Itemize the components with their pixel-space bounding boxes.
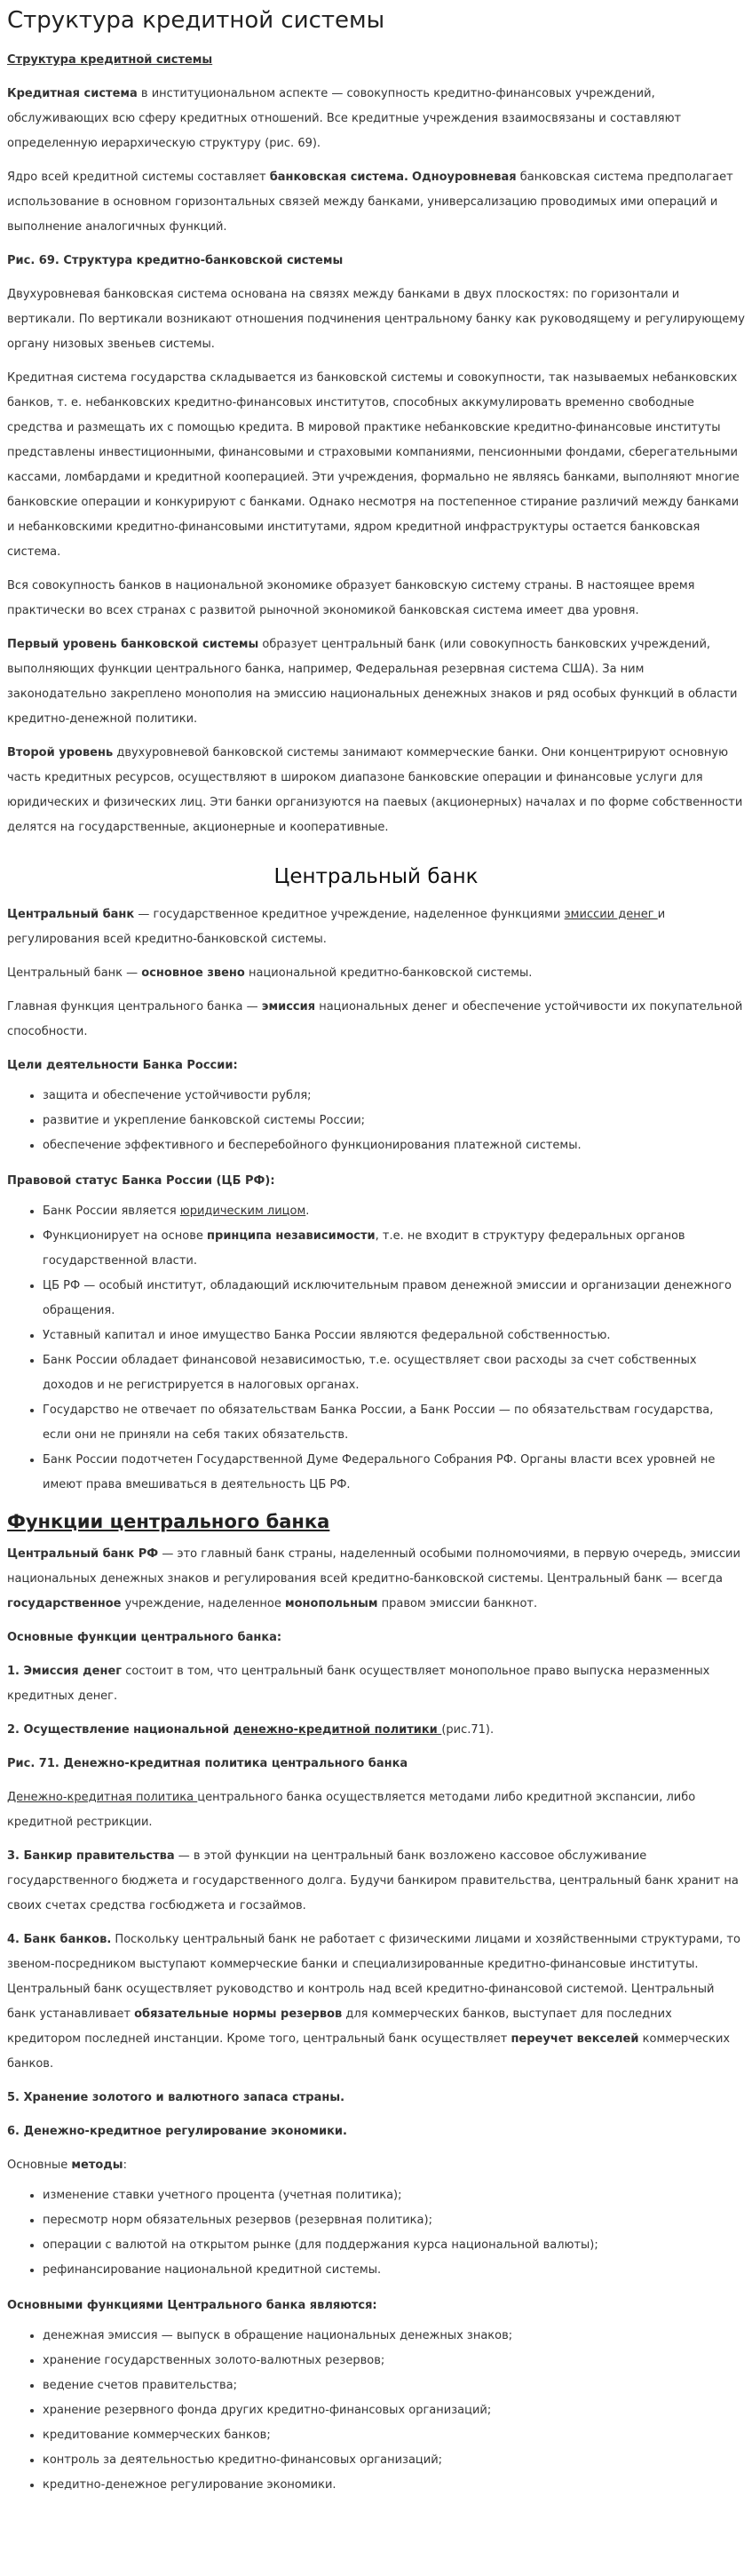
cb-functions-heading: Основными функциями Центрального банка являются: — [7, 2299, 377, 2312]
text: — государственное кредитное учреждение, наделенное функциями — [134, 908, 565, 921]
text: учреждение, наделенное — [121, 1597, 285, 1610]
list-item — [43, 1199, 745, 1224]
paragraph-two-level: Двухуровневая банковская система основана на связях между банками в двух плоскостях: по горизонтали и вертикали. По вертикали возникают отношения подчинения центральному банку как руководящему и регулирующему органу низовых звеньев системы. — [7, 288, 745, 351]
paragraph-cb-definition — [7, 902, 745, 952]
term-main-link: основное звено — [141, 966, 245, 980]
main-functions-heading: Основные функции центрального банка: — [7, 1631, 282, 1644]
function-4-title: 4. Банк банков. — [7, 1933, 112, 1946]
text: — в этой функции на центральный банк возложено кассовое обслуживание государственного бюджета и государственного долга. Будучи банкиром правительства, центральный банк хранит на своих счетах средства госбюджета и госзаймов. — [7, 1849, 739, 1912]
term-single-level: Одноуровневая — [412, 171, 517, 184]
function-1 — [7, 1659, 745, 1709]
paragraph-state-credit: Кредитная система государства складывается из банковской системы и совокупности, так называемых небанковских банков, т. е. небанковских кредитно-финансовых институтов, способных аккумулировать временно свободные средства и размещать их с помощью кредита. В мировой практике небанковские кредитно-финансовые институты представлены инвестиционными, финансовыми и страховыми компаниями, пенсионными фондами, сберегательными кассами, ломбардами и кредитной кооперацией. Эти учреждения, формально не являясь банками, выполняют многие банковские операции и конкурируют с банками. Однако несмотря на постепенное стирание различий между банками и небанковскими кредитно-финансовыми институтами, ядром кредитной инфраструктуры остается банковская система. — [7, 371, 740, 559]
term-bill-rediscount: переучет векселей — [511, 2032, 639, 2046]
term-reserve-norms: обязательные нормы резервов — [134, 2008, 343, 2021]
text: Ядро всей кредитной системы составляет — [7, 171, 270, 184]
legal-entity-link[interactable]: юридическим лицом — [179, 1205, 306, 1218]
list-item: • защита и обеспечение устойчивости рубля; — [43, 1084, 745, 1109]
text: и регулирования всей кредитно-банковской системы. — [7, 908, 666, 946]
list-item: • операции с валютой на открытом рынке (для поддержания курса национальной валюты); — [43, 2233, 745, 2258]
term-banking-system: банковская система. — [269, 171, 408, 184]
methods-list — [7, 2183, 745, 2283]
paragraph-credit-system — [7, 82, 745, 156]
monetary-policy-term-link[interactable]: Денежно-кредитная политика — [7, 1791, 198, 1804]
function-3-title: 3. Банкир правительства — [7, 1849, 175, 1863]
figure-69-caption: Рис. 69. Структура кредитно-банковской системы — [7, 254, 344, 267]
methods-heading — [7, 2153, 745, 2178]
list-item: • кредитно-денежное регулирование экономики. — [43, 2473, 745, 2498]
list-item: • изменение ставки учетного процента (учетная политика); — [43, 2183, 745, 2208]
paragraph-monetary-policy — [7, 1785, 745, 1835]
text: Главная функция центрального банка — — [7, 1000, 262, 1014]
term-emission: эмиссия — [261, 1000, 316, 1014]
text: . — [305, 1205, 310, 1218]
page-title: Структура кредитной системы — [7, 7, 385, 34]
term-monopoly: монопольным — [285, 1597, 378, 1610]
money-emission-link[interactable]: эмиссии денег — [564, 908, 658, 921]
function-1-title: 1. Эмиссия денег — [7, 1665, 123, 1678]
text: двухуровневой банковской системы занимают коммерческие банки. Они концентрируют основную часть кредитных ресурсов, осуществляют в широком диапазоне банковские операции и финансовые услуги для юридических и физических лиц. Эти банки организуются на паевых (акционерных) началах и по форме собственности делятся на государственные, акционерные и кооперативные. — [7, 746, 743, 834]
term-state: государственное — [7, 1597, 122, 1610]
central-bank-heading: Центральный банк — [273, 865, 479, 888]
text: Центральный банк — — [7, 966, 142, 980]
term-methods: методы — [71, 2159, 123, 2172]
function-5: 5. Хранение золотого и валютного запаса страны. — [7, 2091, 345, 2104]
paragraph-second-level — [7, 741, 745, 840]
figure-71-caption: Рис. 71. Денежно-кредитная политика центрального банка — [7, 1757, 408, 1770]
text: Основные — [7, 2159, 72, 2172]
list-item: • Банк России подотчетен Государственной Думе Федерального Собрания РФ. Органы власти всех уровней не имеют права вмешиваться в деятельность ЦБ РФ. — [43, 1448, 745, 1498]
list-item — [43, 1224, 745, 1274]
section-subtitle: Структура кредитной системы — [7, 53, 213, 67]
term-cb-rf: Центральный банк РФ — [7, 1547, 159, 1561]
function-2 — [7, 1718, 745, 1743]
legal-status-heading: Правовой статус Банка России (ЦБ РФ): — [7, 1174, 275, 1188]
text: национальной кредитно-банковской системы. — [244, 966, 533, 980]
list-item: • ЦБ РФ — особый институт, обладающий исключительным правом денежной эмиссии и организации денежного обращения. — [43, 1274, 745, 1324]
function-4 — [7, 1928, 745, 2077]
list-item: • Банк России обладает финансовой независимостью, т.е. осуществляет свои расходы за счет собственных доходов и не регистрируется в налоговых органах. — [43, 1348, 745, 1398]
text: — это главный банк страны, наделенный особыми полномочиями, в первую очередь, эмиссии национальных денежных знаков и регулирования всей кредитно-банковской системы. Центральный банк — всегда — [7, 1547, 740, 1586]
list-item: • кредитование коммерческих банков; — [43, 2423, 745, 2448]
list-item: • пересмотр норм обязательных резервов (резервная политика); — [43, 2208, 745, 2233]
goals-list — [7, 1084, 745, 1158]
term-credit-system: Кредитная система — [7, 87, 138, 100]
goals-heading: Цели деятельности Банка России: — [7, 1059, 238, 1072]
list-item: • Уставный капитал и иное имущество Банка России являются федеральной собственностью. — [43, 1324, 745, 1348]
list-item: • хранение государственных золото-валютных резервов; — [43, 2349, 745, 2373]
legal-status-list — [7, 1199, 745, 1498]
paragraph-cb-rf — [7, 1542, 745, 1617]
list-item: • денежная эмиссия — выпуск в обращение национальных денежных знаков; — [43, 2324, 745, 2349]
function-2-title: 2. Осуществление национальной — [7, 1723, 234, 1737]
list-item: • хранение резервного фонда других кредитно-финансовых организаций; — [43, 2398, 745, 2423]
text: Банк России является — [43, 1205, 180, 1218]
text: коммерческих банков. — [7, 2032, 731, 2071]
text: состоит в том, что центральный банк осуществляет монопольное право выпуска неразменных кредитных денег. — [7, 1665, 710, 1703]
text: центрального банка осуществляется методами либо кредитной экспансии, либо кредитной рестрикции. — [7, 1791, 696, 1829]
list-item: • развитие и укрепление банковской системы России; — [43, 1109, 745, 1133]
paragraph-aggregate: Вся совокупность банков в национальной экономике образует банковскую систему страны. В настоящее время практически во всех странах с развитой рыночной экономикой банковская система имеет два уровня. — [7, 579, 695, 617]
list-item: • Государство не отвечает по обязательствам Банка России, а Банк России — по обязательствам государства, если они не приняли на себя таких обязательств. — [43, 1398, 745, 1448]
cb-functions-list — [7, 2324, 745, 2498]
term-first-level: Первый уровень банковской системы — [7, 638, 259, 651]
paragraph-cb-main-link — [7, 961, 745, 986]
list-item: • контроль за деятельностью кредитно-финансовых организаций; — [43, 2448, 745, 2473]
text: : — [123, 2159, 127, 2172]
term-central-bank: Центральный банк — [7, 908, 135, 921]
text: (рис.71). — [441, 1723, 495, 1737]
functions-heading: Функции центрального банка — [7, 1511, 330, 1532]
text: банковская система предполагает использование в основном горизонтальных связей между банками, универсализацию проводимых ими операций и выполнение аналогичных функций. — [7, 171, 733, 234]
text: Функционирует на основе — [43, 1229, 208, 1243]
term-independence: принципа независимости — [207, 1229, 376, 1243]
text: в институциональном аспекте — совокупность кредитно-финансовых учреждений, обслуживающих всю сферу кредитных отношений. Все кредитные учреждения взаимосвязаны и составляют определенную иерархическую структуру (рис. 69). — [7, 87, 682, 150]
function-3 — [7, 1844, 745, 1919]
monetary-policy-link[interactable]: денежно-кредитной политики — [233, 1723, 442, 1737]
text: , т.е. не входит в структуру федеральных органов государственной власти. — [43, 1229, 685, 1268]
text: правом эмиссии банкнот. — [377, 1597, 538, 1610]
term-second-level: Второй уровень — [7, 746, 114, 759]
article — [0, 5, 752, 2498]
text: национальных денег и обеспечение устойчивости их покупательной способности. — [7, 1000, 743, 1038]
function-6: 6. Денежно-кредитное регулирование экономики. — [7, 2125, 347, 2138]
paragraph-cb-main-function — [7, 995, 745, 1045]
paragraph-core — [7, 165, 745, 240]
text: Поскольку центральный банк не работает с физическими лицами и хозяйственными структурами, то звеном-посредником выступают коммерческие банки и специализированные кредитно-финансовые институты. Центральный банк осуществляет руководство и контроль над всей кредитно-финансовой системой. Центральный банк устанавливает — [7, 1933, 740, 2021]
list-item: • рефинансирование национальной кредитной системы. — [43, 2258, 745, 2283]
list-item: • ведение счетов правительства; — [43, 2373, 745, 2398]
list-item: • обеспечение эффективного и бесперебойного функционирования платежной системы. — [43, 1133, 745, 1158]
text: для коммерческих банков, выступает для последних кредитором последней инстанции. Кроме того, центральный банк осуществляет — [7, 2008, 672, 2046]
paragraph-first-level — [7, 632, 745, 732]
text: образует центральный банк (или совокупность банковских учреждений, выполняющих функции центрального банка, например, Федеральная резервная система США). За ним законодательно закреплено монополия на эмиссию национальных денежных знаков и ряд особых функций в области кредитно-денежной политики. — [7, 638, 738, 726]
